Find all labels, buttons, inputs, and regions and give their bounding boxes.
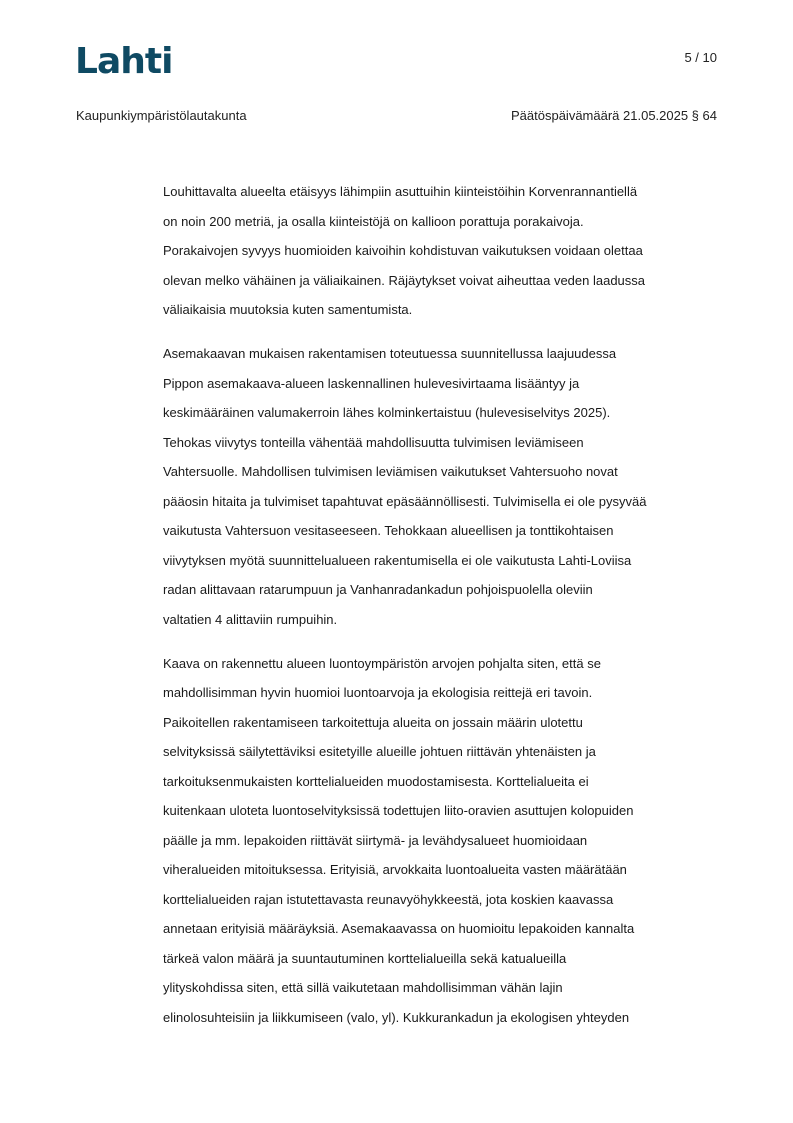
document-body bbox=[163, 177, 723, 1032]
text-line: Vahtersuolle. Mahdollisen tulvimisen leviämisen vaikutukset Vahtersuoho novat bbox=[163, 464, 618, 479]
text-line: tarkoituksenmukaisten korttelialueiden muodostamisesta. Korttelialueita ei bbox=[163, 773, 589, 789]
text-line: tärkeä valon määrä ja suuntautuminen korttelialueilla sekä katualueilla bbox=[163, 950, 567, 966]
text-line: elinolosuhteisiin ja liikkumiseen (valo, yl). Kukkurankadun ja ekologisen yhteyden bbox=[163, 1009, 630, 1025]
text-line: valtatien 4 alittaviin rumpuihin. bbox=[163, 611, 338, 627]
text-line: pääosin hitaita ja tulvimiset tapahtuvat epäsäännöllisesti. Tulvimisella ei ole pysyvää bbox=[163, 493, 647, 509]
paragraph-3 bbox=[163, 649, 723, 1033]
text-line: radan alittavaan ratarumpuun ja Vanhanradankadun pohjoispuolella oleviin bbox=[163, 582, 593, 597]
text-line: ylityskohdissa siten, että sillä vaikutetaan mahdollisimman vähän lajin bbox=[163, 980, 563, 995]
page-number: 5 / 10 bbox=[684, 50, 717, 65]
text-line: vaikutusta Vahtersuon vesitaseeseen. Tehokkaan alueellisen ja tonttikohtaisen bbox=[163, 523, 614, 538]
paragraph-gap bbox=[163, 634, 723, 649]
text-line: Louhittavalta alueelta etäisyys lähimpiin asuttuihin kiinteistöihin Korvenrannantiellä bbox=[163, 184, 638, 199]
text-line: Tehokas viivytys tonteilla vähentää mahdollisuutta tulvimisen leviämiseen bbox=[163, 434, 584, 450]
text-line: korttelialueiden rajan istutettavasta reunavyöhykkeestä, jota koskien kaavassa bbox=[163, 891, 614, 907]
decision-date: Päätöspäivämäärä 21.05.2025 § 64 bbox=[511, 108, 717, 123]
text-line: Asemakaavan mukaisen rakentamisen toteutuessa suunnitellussa laajuudessa bbox=[163, 346, 617, 361]
text-line: Pippon asemakaava-alueen laskennallinen hulevesivirtaama lisääntyy ja bbox=[163, 375, 580, 391]
text-line: viivytyksen myötä suunnittelualueen rakentumisella ei ole vaikutusta Lahti-Loviisa bbox=[163, 552, 632, 568]
text-line: annetaan erityisiä määräyksiä. Asemakaavassa on huomioitu lepakoiden kannalta bbox=[163, 921, 635, 936]
committee-name: Kaupunkiympäristölautakunta bbox=[76, 108, 247, 123]
text-line: mahdollisimman hyvin huomioi luontoarvoja ja ekologisia reittejä eri tavoin. bbox=[163, 685, 593, 700]
paragraph-1 bbox=[163, 177, 723, 325]
text-line: päälle ja mm. lepakoiden riittävät siirtymä- ja levähdysalueet huomioidaan bbox=[163, 832, 588, 848]
lahti-logo: Lahti bbox=[75, 41, 173, 82]
text-line: on noin 200 metriä, ja osalla kiinteistöjä on kallioon porattuja porakaivoja. bbox=[163, 213, 584, 229]
paragraph-gap bbox=[163, 325, 723, 340]
text-line: Kaava on rakennettu alueen luontoympäristön arvojen pohjalta siten, että se bbox=[163, 655, 601, 671]
text-line: Porakaivojen syvyys huomioiden kaivoihin kohdistuvan vaikutuksen voidaan olettaa bbox=[163, 243, 643, 258]
text-line: Paikoitellen rakentamiseen tarkoitettuja alueita on jossain määrin ulotettu bbox=[163, 714, 583, 730]
paragraph-2 bbox=[163, 339, 723, 634]
text-line: viheralueiden mitoituksessa. Erityisiä, arvokkaita luontoalueita vasten määrätään bbox=[163, 862, 627, 877]
text-line: selvityksissä säilytettäviksi esitetyille alueille johtuen riittävän yhtenäisten ja bbox=[163, 744, 596, 759]
text-line: väliaikaisia muutoksia kuten samentumista. bbox=[163, 302, 413, 317]
text-line: kuitenkaan uloteta luontoselvityksissä todettujen liito-oravien asuttujen kolopuiden bbox=[163, 803, 634, 818]
text-line: keskimääräinen valumakerroin lähes kolminkertaistuu (hulevesiselvitys 2025). bbox=[163, 405, 611, 420]
text-line: olevan melko vähäinen ja väliaikainen. Räjäytykset voivat aiheuttaa veden laadussa bbox=[163, 272, 646, 288]
